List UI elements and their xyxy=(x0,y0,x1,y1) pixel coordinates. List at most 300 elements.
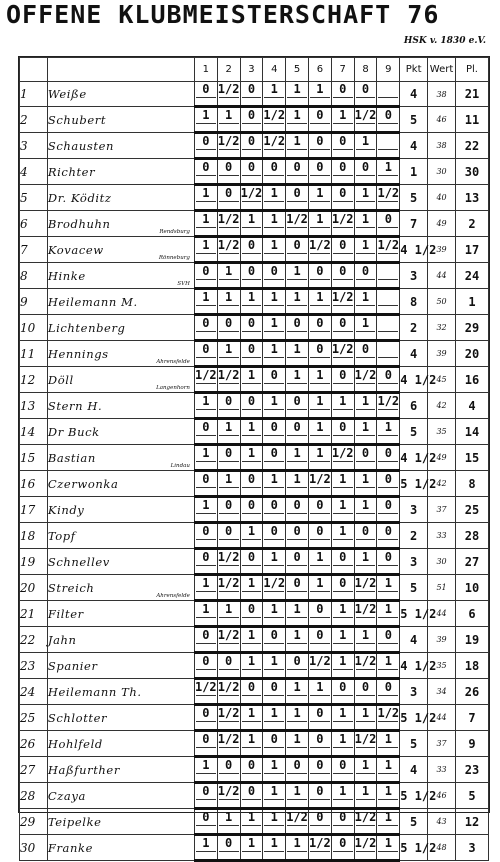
points-total: 1 xyxy=(400,159,428,185)
round-result-cell xyxy=(377,263,400,289)
round-score: 0 xyxy=(202,784,210,798)
player-row xyxy=(20,133,489,159)
final-place: 17 xyxy=(455,237,488,263)
round-score: 1 xyxy=(225,602,233,616)
opponent-code-strip xyxy=(356,773,376,781)
opponent-code-strip xyxy=(356,305,376,313)
round-result-cell xyxy=(263,367,286,393)
round-score: 1 xyxy=(270,602,278,616)
player-name-cell xyxy=(47,211,194,237)
opponent-code-strip xyxy=(310,253,330,261)
round-score: 1 xyxy=(361,784,370,798)
opponent-code-strip xyxy=(333,175,353,183)
round-result-cell xyxy=(331,107,354,133)
round-result-cell xyxy=(286,263,309,289)
round-score: 1 xyxy=(247,706,256,720)
round-result-cell xyxy=(354,315,377,341)
opponent-code-strip xyxy=(310,279,330,287)
opponent-code-strip xyxy=(333,357,353,365)
opponent-code-strip xyxy=(196,539,216,547)
round-result-cell xyxy=(240,835,263,861)
round-score: 1 xyxy=(247,810,256,824)
round-score: 1 xyxy=(247,732,256,746)
round-score: 0 xyxy=(225,758,233,772)
round-score: 0 xyxy=(316,498,324,512)
final-place: 4 xyxy=(455,393,488,419)
round-score: 1 xyxy=(316,680,324,694)
opponent-code-strip xyxy=(196,253,216,261)
opponent-code-strip xyxy=(333,409,353,417)
round-result-cell xyxy=(308,341,331,367)
opponent-code-strip xyxy=(356,513,376,521)
round-result-cell xyxy=(194,419,217,445)
round-score: 1 xyxy=(270,290,278,304)
opponent-code-strip xyxy=(310,331,330,339)
round-result-cell xyxy=(263,263,286,289)
opponent-code-strip xyxy=(287,825,307,833)
round-result-cell xyxy=(377,341,400,367)
tiebreak-value: 49 xyxy=(428,445,456,471)
round-result-cell xyxy=(331,627,354,653)
round-score: 1 xyxy=(339,628,347,642)
round-result-cell xyxy=(263,133,286,159)
opponent-code-strip xyxy=(333,435,353,443)
round-result-cell xyxy=(217,289,240,315)
round-result-cell xyxy=(194,835,217,861)
round-score: 0 xyxy=(293,316,301,330)
opponent-code-strip xyxy=(356,97,376,105)
round-score: 1/2 xyxy=(217,732,240,746)
round-score: 0 xyxy=(270,680,278,694)
round-result-cell xyxy=(331,835,354,861)
player-name: Topf xyxy=(47,528,76,543)
final-place: 7 xyxy=(455,705,488,731)
round-score: 0 xyxy=(316,784,324,798)
player-name: Spanier xyxy=(47,658,98,673)
round-score: 1 xyxy=(361,628,370,642)
round-result-cell xyxy=(377,575,400,601)
final-place: 13 xyxy=(455,185,488,211)
opponent-code-strip xyxy=(242,409,262,417)
round-score: 1 xyxy=(247,290,256,304)
opponent-code-strip xyxy=(378,97,398,105)
round-score: 0 xyxy=(247,108,256,122)
final-place: 23 xyxy=(455,757,488,783)
round-result-cell xyxy=(263,705,286,731)
opponent-code-strip xyxy=(196,643,216,651)
round-score: 0 xyxy=(361,524,370,538)
header-name xyxy=(47,58,194,82)
round-score: 0 xyxy=(293,550,301,564)
round-result-cell xyxy=(194,289,217,315)
opponent-code-strip xyxy=(242,669,262,677)
round-score: 1/2 xyxy=(354,602,377,616)
round-result-cell xyxy=(377,393,400,419)
player-number: 29 xyxy=(20,809,48,835)
opponent-code-strip xyxy=(333,643,353,651)
round-score: 1 xyxy=(247,446,256,460)
round-score: 0 xyxy=(202,472,210,486)
opponent-code-strip xyxy=(242,721,262,729)
round-score: 0 xyxy=(316,264,324,278)
player-number: 1 xyxy=(20,82,48,107)
round-score: 1 xyxy=(270,238,278,252)
round-score: 0 xyxy=(225,498,233,512)
opponent-code-strip xyxy=(242,799,262,807)
round-result-cell xyxy=(286,341,309,367)
opponent-code-strip xyxy=(264,227,284,235)
opponent-code-strip xyxy=(242,747,262,755)
round-score xyxy=(377,342,399,357)
round-result-cell xyxy=(263,497,286,523)
round-score: 0 xyxy=(316,108,324,122)
round-result-cell xyxy=(308,783,331,809)
opponent-code-strip xyxy=(219,383,239,391)
round-result-cell xyxy=(377,757,400,783)
round-score: 1 xyxy=(384,602,392,616)
round-result-cell xyxy=(331,445,354,471)
player-name-cell xyxy=(47,757,194,783)
round-score: 1 xyxy=(384,732,392,746)
round-result-cell xyxy=(377,289,400,315)
round-score: 0 xyxy=(225,446,233,460)
round-result-cell xyxy=(286,627,309,653)
player-name-cell xyxy=(47,601,194,627)
round-result-cell xyxy=(194,445,217,471)
round-result-cell xyxy=(354,835,377,861)
round-score: 0 xyxy=(270,160,278,174)
tiebreak-value: 46 xyxy=(428,107,456,133)
tiebreak-value: 48 xyxy=(428,835,456,861)
opponent-code-strip xyxy=(196,591,216,599)
round-result-cell xyxy=(194,731,217,757)
tiebreak-value: 44 xyxy=(428,601,456,627)
round-result-cell xyxy=(354,783,377,809)
round-result-cell xyxy=(263,185,286,211)
header-round-4: 4 xyxy=(263,58,286,82)
round-score: 1 xyxy=(293,602,301,616)
round-result-cell xyxy=(331,497,354,523)
round-score: 1/2 xyxy=(377,706,400,720)
round-result-cell xyxy=(331,263,354,289)
opponent-code-strip xyxy=(242,227,262,235)
opponent-code-strip xyxy=(219,331,239,339)
round-score: 1 xyxy=(202,498,210,512)
tiebreak-value: 34 xyxy=(428,679,456,705)
round-score: 1 xyxy=(293,732,301,746)
player-name: Kovacew xyxy=(47,242,104,257)
round-score: 1 xyxy=(247,654,256,668)
opponent-code-strip xyxy=(219,851,239,859)
opponent-code-strip xyxy=(287,123,307,131)
round-score: 1 xyxy=(339,472,347,486)
round-score: 1 xyxy=(202,290,210,304)
round-result-cell xyxy=(286,185,309,211)
round-score: 0 xyxy=(202,732,210,746)
player-name: Stern H. xyxy=(47,398,103,413)
tiebreak-value: 40 xyxy=(428,185,456,211)
header-pkt: Pkt xyxy=(400,58,428,82)
round-score: 1/2 xyxy=(217,134,240,148)
round-result-cell xyxy=(263,341,286,367)
points-total: 4 1/2 xyxy=(400,445,428,471)
round-result-cell xyxy=(308,731,331,757)
round-score: 1 xyxy=(339,732,347,746)
round-result-cell xyxy=(240,263,263,289)
opponent-code-strip xyxy=(287,357,307,365)
round-score: 1 xyxy=(316,368,324,382)
player-name-cell xyxy=(47,107,194,133)
round-result-cell xyxy=(286,237,309,263)
points-total: 5 xyxy=(400,419,428,445)
header-row xyxy=(20,58,489,82)
round-result-cell xyxy=(194,159,217,185)
player-name-cell xyxy=(47,393,194,419)
round-result-cell xyxy=(286,601,309,627)
opponent-code-strip xyxy=(196,487,216,495)
header-round-8: 8 xyxy=(354,58,377,82)
round-score: 0 xyxy=(202,134,210,148)
opponent-code-strip xyxy=(264,123,284,131)
round-result-cell xyxy=(331,575,354,601)
round-result-cell xyxy=(354,159,377,185)
player-name-cell xyxy=(47,679,194,705)
round-result-cell xyxy=(217,133,240,159)
round-result-cell xyxy=(263,419,286,445)
opponent-code-strip xyxy=(378,513,398,521)
round-score: 0 xyxy=(247,784,256,798)
opponent-code-strip xyxy=(242,773,262,781)
player-row xyxy=(20,601,489,627)
player-number: 4 xyxy=(20,159,48,185)
round-result-cell xyxy=(308,107,331,133)
tiebreak-value: 42 xyxy=(428,393,456,419)
round-result-cell xyxy=(286,809,309,835)
opponent-code-strip xyxy=(287,513,307,521)
opponent-code-strip xyxy=(333,669,353,677)
opponent-code-strip xyxy=(196,357,216,365)
player-number: 11 xyxy=(20,341,48,367)
round-score: 1 xyxy=(339,498,347,512)
opponent-code-strip xyxy=(219,747,239,755)
round-score: 1/2 xyxy=(309,472,331,486)
opponent-code-strip xyxy=(378,435,398,443)
round-result-cell xyxy=(263,783,286,809)
round-score xyxy=(377,290,399,305)
opponent-code-strip xyxy=(264,461,284,469)
round-result-cell xyxy=(308,679,331,705)
points-total: 5 1/2 xyxy=(400,471,428,497)
player-club-note: Rendsburg xyxy=(159,229,190,235)
round-result-cell xyxy=(354,82,377,107)
round-result-cell xyxy=(217,601,240,627)
round-result-cell xyxy=(240,627,263,653)
round-result-cell xyxy=(240,82,263,107)
round-score: 1 xyxy=(225,810,233,824)
player-number: 24 xyxy=(20,679,48,705)
round-result-cell xyxy=(217,731,240,757)
header-round-7: 7 xyxy=(331,58,354,82)
opponent-code-strip xyxy=(264,435,284,443)
round-result-cell xyxy=(377,549,400,575)
player-row xyxy=(20,497,489,523)
final-place: 14 xyxy=(455,419,488,445)
header-round-3: 3 xyxy=(240,58,263,82)
round-score: 0 xyxy=(339,134,347,148)
round-score: 0 xyxy=(316,316,324,330)
round-score: 0 xyxy=(202,342,210,356)
round-result-cell xyxy=(286,393,309,419)
round-result-cell xyxy=(240,549,263,575)
player-name-cell xyxy=(47,523,194,549)
tiebreak-value: 38 xyxy=(428,133,456,159)
opponent-code-strip xyxy=(356,617,376,625)
round-result-cell xyxy=(354,757,377,783)
round-score: 1/2 xyxy=(217,628,240,642)
round-score: 0 xyxy=(247,680,256,694)
round-result-cell xyxy=(308,159,331,185)
opponent-code-strip xyxy=(378,461,398,469)
round-score: 0 xyxy=(384,628,392,642)
opponent-code-strip xyxy=(264,669,284,677)
round-score: 1 xyxy=(293,82,301,96)
opponent-code-strip xyxy=(333,253,353,261)
header-round-5: 5 xyxy=(286,58,309,82)
player-row xyxy=(20,705,489,731)
points-total: 5 1/2 xyxy=(400,835,428,861)
round-score: 1/2 xyxy=(354,576,377,590)
player-name-cell xyxy=(47,341,194,367)
opponent-code-strip xyxy=(333,123,353,131)
player-name-cell xyxy=(47,497,194,523)
round-result-cell xyxy=(217,497,240,523)
final-place: 20 xyxy=(455,341,488,367)
round-score: 0 xyxy=(202,264,210,278)
round-score: 0 xyxy=(202,810,210,824)
player-club-note: Ahrensfelde xyxy=(156,593,190,599)
round-score: 0 xyxy=(270,264,278,278)
round-score: 1/2 xyxy=(217,368,240,382)
round-score: 0 xyxy=(339,680,347,694)
opponent-code-strip xyxy=(333,539,353,547)
round-result-cell xyxy=(240,107,263,133)
round-result-cell xyxy=(286,133,309,159)
round-result-cell xyxy=(331,341,354,367)
round-result-cell xyxy=(377,835,400,861)
round-result-cell xyxy=(240,705,263,731)
round-score: 1 xyxy=(316,576,324,590)
opponent-code-strip xyxy=(310,149,330,157)
round-result-cell xyxy=(331,757,354,783)
round-score: 1 xyxy=(339,394,347,408)
round-result-cell xyxy=(354,497,377,523)
player-row xyxy=(20,107,489,133)
round-score: 0 xyxy=(247,82,256,96)
round-result-cell xyxy=(286,419,309,445)
round-result-cell xyxy=(217,835,240,861)
round-score: 0 xyxy=(384,368,392,382)
opponent-code-strip xyxy=(333,149,353,157)
final-place: 5 xyxy=(455,783,488,809)
opponent-code-strip xyxy=(356,435,376,443)
round-score: 1 xyxy=(270,186,278,200)
round-result-cell xyxy=(217,419,240,445)
opponent-code-strip xyxy=(196,799,216,807)
round-result-cell xyxy=(308,627,331,653)
player-name-cell xyxy=(47,445,194,471)
round-result-cell xyxy=(331,289,354,315)
round-result-cell xyxy=(377,82,400,107)
player-name-cell xyxy=(47,835,194,861)
opponent-code-strip xyxy=(310,383,330,391)
opponent-code-strip xyxy=(196,669,216,677)
round-score: 0 xyxy=(225,186,233,200)
round-score: 1 xyxy=(293,368,301,382)
opponent-code-strip xyxy=(356,383,376,391)
round-score: 1/2 xyxy=(263,108,286,122)
opponent-code-strip xyxy=(219,97,239,105)
round-score: 1/2 xyxy=(194,368,217,382)
tiebreak-value: 50 xyxy=(428,289,456,315)
round-result-cell xyxy=(331,653,354,679)
round-score: 1 xyxy=(225,108,233,122)
opponent-code-strip xyxy=(287,617,307,625)
round-result-cell xyxy=(194,341,217,367)
final-place: 8 xyxy=(455,471,488,497)
player-name: Schnellev xyxy=(47,554,110,569)
round-result-cell xyxy=(331,237,354,263)
round-score: 0 xyxy=(361,160,370,174)
opponent-code-strip xyxy=(219,123,239,131)
points-total: 6 xyxy=(400,393,428,419)
round-score: 1 xyxy=(361,550,370,564)
tiebreak-value: 33 xyxy=(428,523,456,549)
round-score: 1 xyxy=(202,238,210,252)
points-total: 2 xyxy=(400,315,428,341)
round-score: 0 xyxy=(247,342,256,356)
opponent-code-strip xyxy=(219,253,239,261)
round-result-cell xyxy=(331,731,354,757)
opponent-code-strip xyxy=(287,305,307,313)
round-score: 1 xyxy=(247,368,256,382)
tiebreak-value: 44 xyxy=(428,263,456,289)
round-result-cell xyxy=(263,82,286,107)
round-score: 0 xyxy=(247,238,256,252)
opponent-code-strip xyxy=(196,513,216,521)
round-score: 0 xyxy=(384,524,392,538)
player-number: 22 xyxy=(20,627,48,653)
round-score: 0 xyxy=(384,108,392,122)
opponent-code-strip xyxy=(264,799,284,807)
round-score: 0 xyxy=(293,576,301,590)
round-result-cell xyxy=(331,211,354,237)
player-name: Hinke xyxy=(47,268,86,283)
round-result-cell xyxy=(331,367,354,393)
round-result-cell xyxy=(308,601,331,627)
player-row xyxy=(20,653,489,679)
opponent-code-strip xyxy=(196,97,216,105)
round-result-cell xyxy=(240,653,263,679)
points-total: 5 xyxy=(400,107,428,133)
points-total: 4 1/2 xyxy=(400,653,428,679)
opponent-code-strip xyxy=(242,565,262,573)
round-score: 1 xyxy=(384,784,392,798)
opponent-code-strip xyxy=(196,227,216,235)
final-place: 1 xyxy=(455,289,488,315)
round-score: 1/2 xyxy=(354,108,377,122)
round-score: 1/2 xyxy=(194,680,217,694)
points-total: 3 xyxy=(400,679,428,705)
